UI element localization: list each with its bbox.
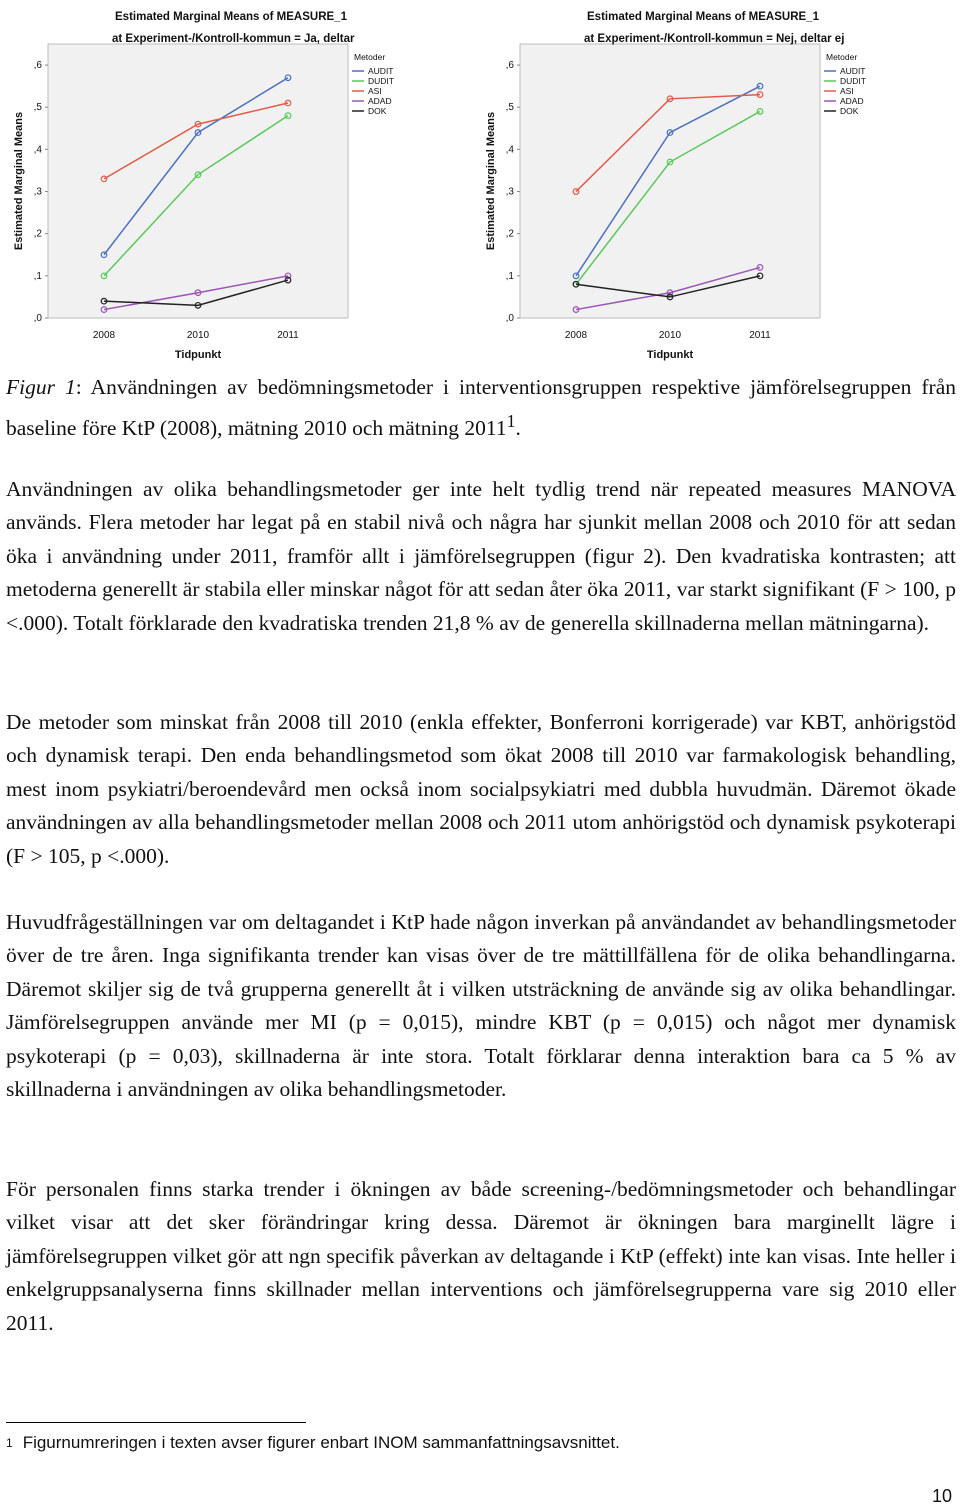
- chart-subtitle: at Experiment-/Kontroll-kommun = Ja, deltar: [112, 33, 355, 45]
- y-tick-label: ,3: [33, 186, 42, 198]
- x-tick-label: 2010: [658, 330, 682, 341]
- x-tick-label: 2010: [186, 330, 210, 341]
- chart-subtitle: at Experiment-/Kontroll-kommun = Nej, deltar ej: [584, 33, 845, 45]
- footnote-marker: 1: [6, 1436, 13, 1450]
- legend-label: DUDIT: [840, 76, 866, 86]
- caption-end: .: [515, 416, 521, 441]
- y-axis-title: Estimated Marginal Means: [13, 111, 25, 251]
- y-tick-label: ,0: [505, 313, 514, 324]
- chart-svg: [472, 0, 952, 362]
- plot-area: [48, 44, 348, 318]
- x-tick-label: 2008: [92, 330, 116, 341]
- y-tick-label: ,5: [33, 102, 42, 114]
- x-axis-title: Tidpunkt: [646, 349, 694, 361]
- y-axis-title: Estimated Marginal Means: [485, 111, 497, 251]
- legend-label: ASI: [368, 86, 382, 96]
- chart-svg: [0, 0, 480, 362]
- caption-footnote-ref: 1: [506, 411, 516, 431]
- y-tick-label: ,4: [505, 144, 514, 156]
- footnote-text: Figurnumreringen i texten avser figurer enbart INOM sammanfattningsavsnittet.: [22, 1433, 620, 1452]
- y-tick-label: ,2: [33, 228, 42, 240]
- y-tick-label: ,6: [505, 60, 514, 72]
- legend-label: ADAD: [840, 96, 864, 106]
- caption-text: : Användningen av bedömningsmetoder i interventionsgruppen respektive jämförelsegruppen från baseline före KtP (2008), mätning 2010 och mätning 2011: [6, 375, 956, 441]
- legend-label: DUDIT: [368, 76, 394, 86]
- chart-intervention-group: [0, 0, 480, 362]
- y-tick-label: ,6: [33, 60, 42, 72]
- legend-title: Metoder: [354, 52, 386, 62]
- x-tick-label: 2008: [564, 330, 588, 341]
- paragraph-1: Användningen av olika behandlingsmetoder ger inte helt tydlig trend när repeated measures MANOVA används. Flera metoder har legat på en stabil nivå och några har sjunkit mellan 2008 och 2010 för att sedan öka i användning under 2011, framför allt i jämförelsegruppen (figur 2). Den kvadratiska kontrasten; att metoderna generellt är stabila eller minskar något för att sedan åter öka 2011, var starkt signifikant (F > 100, p <.000). Totalt förklarade den kvadratiska trenden 21,8 % av de generella skillnaderna mellan mätningarna).: [6, 477, 956, 635]
- legend-label: DOK: [368, 106, 387, 116]
- footnote-separator: [6, 1422, 306, 1423]
- caption-label: Figur 1: [6, 375, 76, 399]
- footnote: [6, 1432, 620, 1454]
- legend-label: ADAD: [368, 96, 392, 106]
- y-tick-label: ,5: [505, 102, 514, 114]
- chart-title: Estimated Marginal Means of MEASURE_1: [115, 11, 347, 23]
- x-axis-title: Tidpunkt: [174, 349, 222, 361]
- legend-title: Metoder: [826, 52, 858, 62]
- paragraph-3: Huvudfrågeställningen var om deltagandet i KtP hade någon inverkan på användandet av behandlingsmetoder över de tre åren. Inga signifikanta trender kan visas över de tre mättillfällena för de olika behandlingarna. Däremot skiljer sig de två grupperna generellt åt i vilken utsträckning de använde sig av olika behandlingar. Jämförelsegruppen använde mer MI (p = 0,015), mindre KBT (p = 0,015) och något mer dynamisk psykoterapi (p = 0,03), skillnaderna är inte stora. Totalt förklarar denna interaktion bara ca 5 % av skillnaderna i användningen av olika behandlingsmetoder.: [6, 910, 956, 1102]
- x-tick-label: 2011: [277, 330, 299, 341]
- legend-label: ASI: [840, 86, 854, 96]
- paragraph-2: De metoder som minskat från 2008 till 2010 (enkla effekter, Bonferroni korrigerade) var KBT, anhörigstöd och dynamisk terapi. Den enda behandlingsmetod som ökat 2008 till 2010 var farmakologisk behandling, mest inom psykiatri/beroendevård men också inom socialpsykiatri med dubbla huvudmän. Däremot ökade användningen av alla behandlingsmetoder mellan 2008 och 2011 utom anhörigstöd och dynamisk psykoterapi (F > 105, p <.000).: [6, 710, 956, 868]
- figure-caption: [6, 370, 956, 445]
- y-tick-label: ,4: [33, 144, 42, 156]
- paragraph-4: För personalen finns starka trender i ökningen av både screening-/bedömningsmetoder och behandlingar vilket visar att det sker förändringar kring dessa. Däremot är ökningen bara marginellt lägre i jämförelsegruppen vilket gör att ngn specifik påverkan av deltagande i KtP (effekt) inte kan visas. Inte heller i enkelgruppsanalyserna finns skillnader mellan interventions och jämförelsegrupperna vare sig 2010 eller 2011.: [6, 1177, 956, 1335]
- legend-label: AUDIT: [368, 66, 394, 76]
- y-tick-label: ,1: [33, 270, 42, 282]
- plot-area: [520, 44, 820, 318]
- y-tick-label: ,2: [505, 228, 514, 240]
- legend-label: AUDIT: [840, 66, 866, 76]
- chart-title: Estimated Marginal Means of MEASURE_1: [587, 11, 819, 23]
- x-tick-label: 2011: [749, 330, 771, 341]
- y-tick-label: ,1: [505, 270, 514, 282]
- page-number: 10: [931, 1486, 952, 1506]
- y-tick-label: ,3: [505, 186, 514, 198]
- y-tick-label: ,0: [33, 313, 42, 324]
- legend-label: DOK: [840, 106, 859, 116]
- chart-comparison-group: [472, 0, 952, 362]
